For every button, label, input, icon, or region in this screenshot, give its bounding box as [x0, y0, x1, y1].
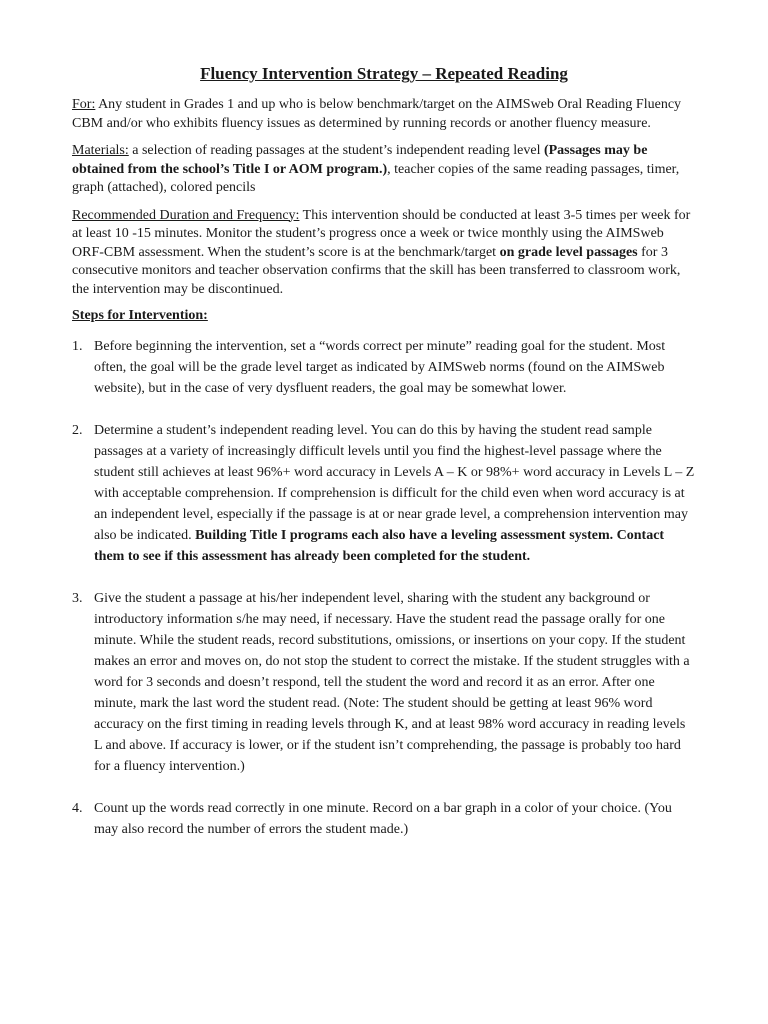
materials-label: Materials: [72, 143, 129, 158]
step-number: 2. [72, 423, 83, 438]
materials-bold-note: (Passages may be obtained from the school’s Title I or AOM program.) [72, 143, 648, 177]
duration-text-1: This intervention should be conducted at least 3-5 times per week for at least 10 -15 minutes. Monitor the student’s progress once a week or twice monthly using the AIMSweb ORF-CBM assessment. When the student’s score is at the benchmark/target [72, 207, 691, 260]
for-text: Any student in Grades 1 and up who is below benchmark/target on the AIMSweb Oral Reading Fluency CBM and/or who exhibits fluency issues as determined by running records or another fluency measure. [72, 97, 682, 131]
step-item-4 [72, 798, 696, 840]
duration-bold-note: on grade level passages [499, 244, 638, 260]
step-text: Determine a student’s independent reading level. You can do this by having the student read sample passages at a variety of increasingly difficult levels until you find the highest-level passage where the student still achieves at least 96%+ word accuracy in Levels A – K or 98%+ word accuracy in Levels L – Z with acceptable comprehension. If comprehension is difficult for the child even when word accuracy is at an independent level, especially if the passage is at or near grade level, a comprehension intervention may also be indicated. [94, 423, 695, 543]
step-text: Count up the words read correctly in one minute. Record on a bar graph in a color of your choice. (You may also record the number of errors the student made.) [94, 801, 672, 837]
step-number: 4. [72, 801, 83, 816]
duration-text-2: for 3 consecutive monitors and teacher observation confirms that the skill has been transferred to classroom work, the intervention may be discontinued. [72, 244, 681, 297]
materials-paragraph [72, 142, 696, 198]
step-item-2 [72, 420, 696, 567]
step-item-3 [72, 588, 696, 777]
step-text: Give the student a passage at his/her independent level, sharing with the student any background or introductory information s/he may need, if necessary. Have the student read the passage orally for one minute. While the student reads, record substitutions, omissions, or insertions on your copy. If the student makes an error and moves on, do not stop the student to correct the mistake. If the student struggles with a word for 3 seconds and doesn’t respond, tell the student the word and record it as an error. After one minute, mark the last word the student read. (Note: The student should be getting at least 96% word accuracy on the first timing in reading levels through K, and at least 98% word accuracy in reading levels L and above. If accuracy is lower, or if the student isn’t comprehending, the passage is probably too hard for a fluency intervention.) [94, 591, 690, 774]
steps-list [72, 336, 696, 840]
for-paragraph [72, 96, 696, 133]
step-bold-note: Building Title I programs each also have a leveling assessment system. Contact them to see if this assessment has already been completed for the student. [94, 528, 665, 564]
step-number: 1. [72, 339, 83, 354]
steps-heading: Steps for Intervention: [72, 308, 208, 323]
step-text: Before beginning the intervention, set a “words correct per minute” reading goal for the student. Most often, the goal will be the grade level target as indicated by AIMSweb norms (found on the AIMSweb website), but in the case of very dysfluent readers, the goal may be somewhat lower. [94, 339, 666, 396]
for-label: For: [72, 97, 96, 112]
document-title: Fluency Intervention Strategy – Repeated Reading [200, 64, 568, 83]
duration-label: Recommended Duration and Frequency: [72, 207, 300, 223]
materials-text-2: , teacher copies of the same reading passages, timer, graph (attached), colored pencils [72, 161, 680, 195]
step-item-1 [72, 336, 696, 399]
step-number: 3. [72, 591, 83, 606]
duration-paragraph [72, 207, 696, 300]
materials-text-1: a selection of reading passages at the student’s independent reading level [128, 143, 544, 158]
